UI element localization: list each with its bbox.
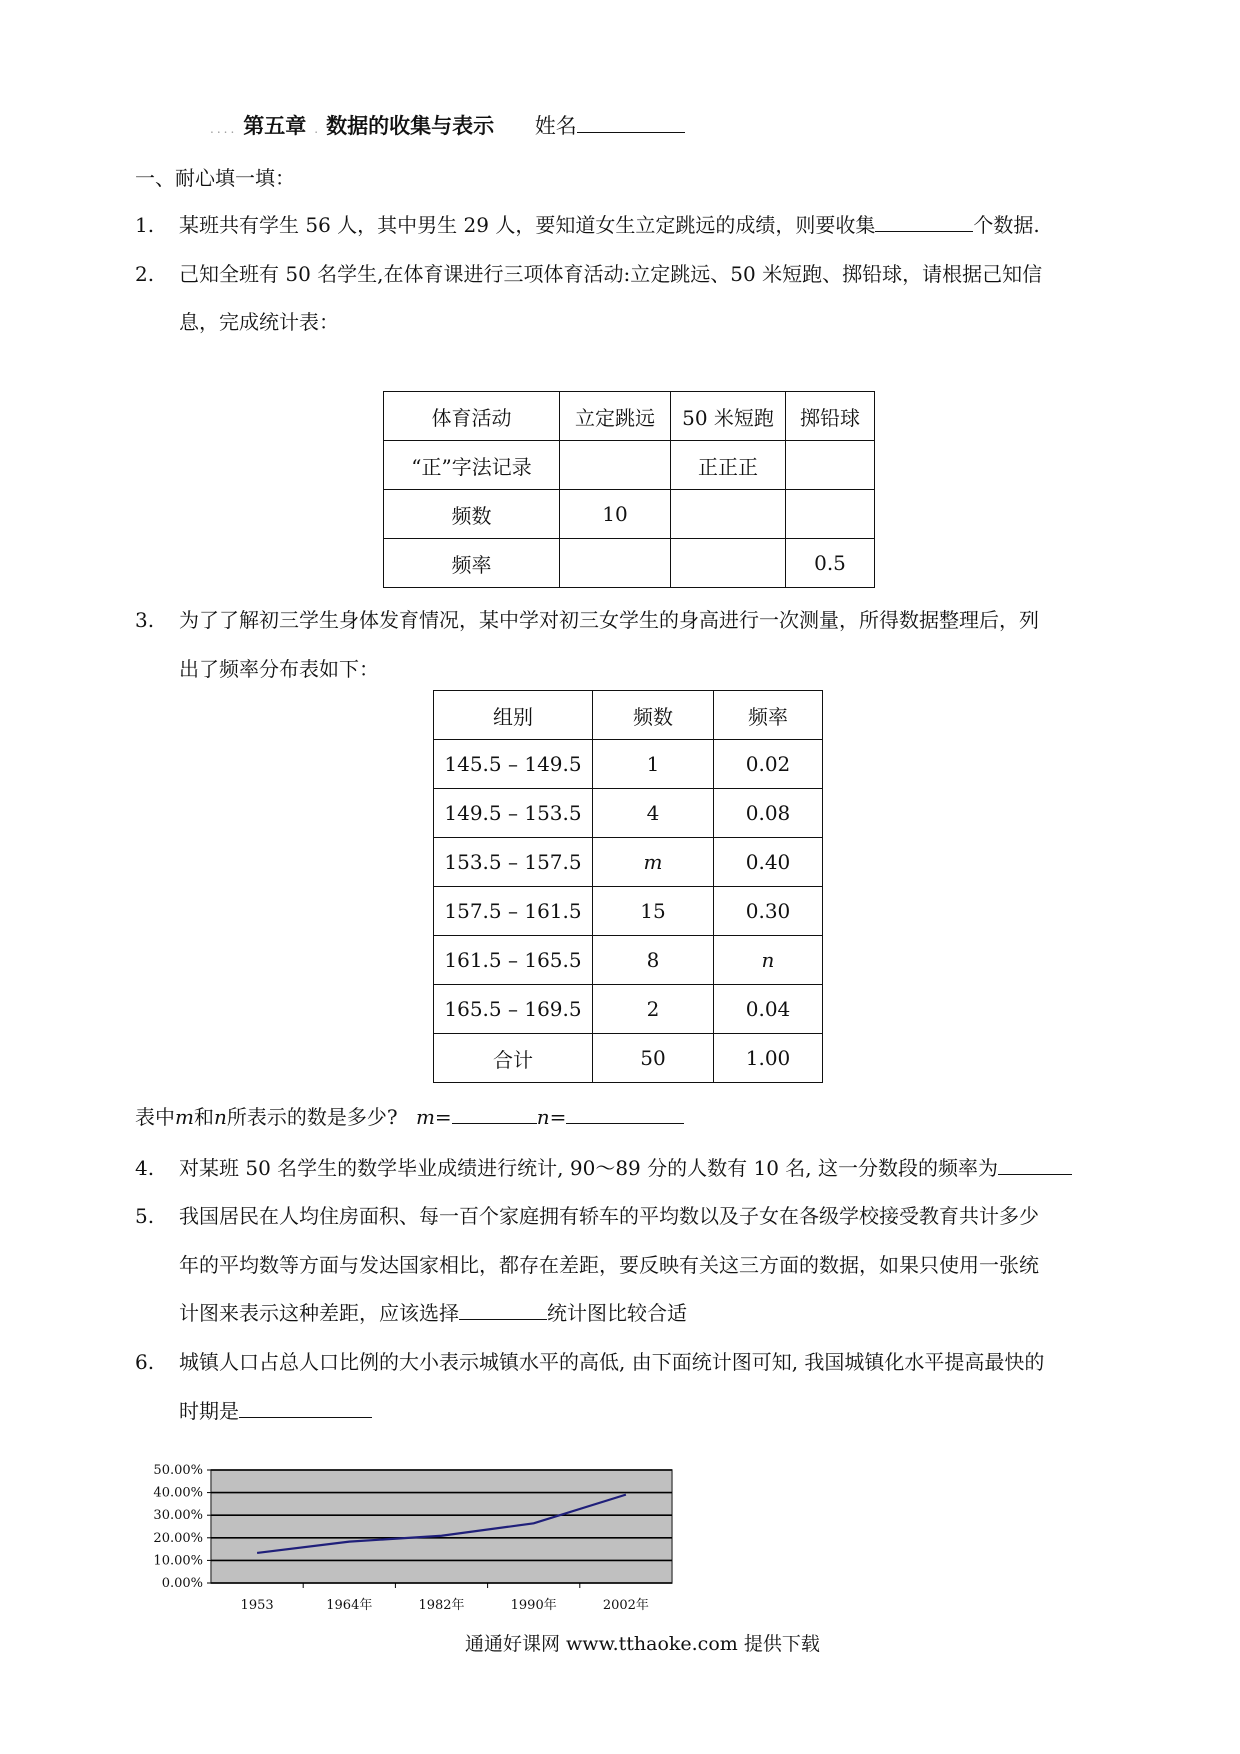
title-dots: .... (210, 122, 238, 136)
chapter-label: 第五章 (243, 114, 307, 138)
question-3-line2: 出了频率分布表如下： (179, 657, 379, 681)
answer-blank-n[interactable] (566, 1103, 684, 1124)
question-number: 2. (135, 262, 155, 286)
table-cell: 149.5 – 153.5 (434, 789, 593, 838)
chapter-topic: 数据的收集与表示 (326, 114, 495, 138)
answer-blank[interactable] (239, 1397, 372, 1418)
question-1 (135, 209, 1040, 238)
question-text: 统计图比较合适 (547, 1301, 687, 1325)
y-tick-label: 20.00% (153, 1530, 203, 1546)
footer-text: 通通好课网 www.tthaoke.com 提供下载 (465, 1633, 820, 1655)
question-5 (135, 1200, 1039, 1229)
question-text: 城镇人口占总人口比例的大小表示城镇水平的高低, 由下面统计图可知, 我国城镇化水平提高最快的 (179, 1350, 1045, 1374)
table-header-cell: 频数 (593, 691, 714, 740)
var-m: m (175, 1105, 194, 1129)
equals-sign: = (549, 1105, 567, 1129)
table-cell: 50 (593, 1034, 714, 1083)
table-cell: 0.02 (714, 740, 823, 789)
table-header-cell: 立定跳远 (560, 392, 671, 441)
table-header-cell: 掷铅球 (786, 392, 875, 441)
question-2-line2: 息，完成统计表： (179, 310, 339, 334)
table-header-cell: 50 米短跑 (671, 392, 786, 441)
table-cell: 161.5 – 165.5 (434, 936, 593, 985)
question-number: 6. (135, 1350, 155, 1374)
plot-area (211, 1470, 672, 1583)
table-cell: 频数 (384, 490, 560, 539)
table-cell: 4 (593, 789, 714, 838)
x-tick-label: 1964年 (326, 1598, 373, 1613)
y-tick-label: 0.00% (161, 1576, 203, 1591)
table-header-cell: 组别 (434, 691, 593, 740)
question-number: 4. (135, 1156, 155, 1180)
answer-blank[interactable] (459, 1299, 547, 1320)
var-n: n (213, 1105, 227, 1129)
question-text: 对某班 50 名学生的数学毕业成绩进行统计, 90～89 分的人数有 10 名, 这一分数段的频率为 (179, 1156, 999, 1180)
table-cell: 正正正 (671, 441, 786, 490)
followup-text: 所表示的数是多少? (226, 1105, 398, 1129)
table-cell[interactable] (671, 490, 786, 539)
equals-sign: = (434, 1105, 452, 1129)
name-blank[interactable] (577, 112, 685, 133)
name-label: 姓名 (534, 114, 577, 138)
question-text: 为了了解初三学生身体发育情况，某中学对初三女学生的身高进行一次测量，所得数据整理后，列 (179, 608, 1039, 632)
table-cell[interactable] (560, 539, 671, 588)
var-n: n (536, 1105, 550, 1129)
question-5-line2: 年的平均数等方面与发达国家相比，都存在差距，要反映有关这三方面的数据，如果只使用一张统 (179, 1253, 1039, 1277)
y-tick-label: 40.00% (153, 1485, 203, 1501)
table-cell: 1.00 (714, 1034, 823, 1083)
activity-table (383, 391, 875, 588)
question-5-line3 (179, 1297, 687, 1326)
table-cell: m (593, 838, 714, 887)
table-cell: 153.5 – 157.5 (434, 838, 593, 887)
question-4 (135, 1152, 1072, 1181)
table-cell: 合计 (434, 1034, 593, 1083)
question-text: 己知全班有 50 名学生,在体育课进行三项体育活动:立定跳远、50 米短跑、掷铅球，请根据己知信 (179, 262, 1043, 286)
table-header-cell: 频率 (714, 691, 823, 740)
question-text: 计图来表示这种差距，应该选择 (179, 1301, 459, 1325)
table-cell: 10 (560, 490, 671, 539)
title-mid-dot: . (314, 122, 319, 136)
table-cell: 145.5 – 149.5 (434, 740, 593, 789)
x-tick-label: 1982年 (418, 1598, 465, 1613)
x-tick-label: 1953 (240, 1598, 274, 1613)
table-cell: 0.04 (714, 985, 823, 1034)
answer-blank[interactable] (998, 1154, 1072, 1175)
question-number: 5. (135, 1204, 155, 1228)
section-heading: 一、耐心填一填： (135, 166, 295, 190)
question-number: 3. (135, 608, 155, 632)
table-header-cell: 体育活动 (384, 392, 560, 441)
frequency-table (433, 690, 823, 1083)
question-2 (135, 258, 1042, 287)
question-3 (135, 604, 1039, 633)
table-cell: “正”字法记录 (384, 441, 560, 490)
y-tick-label: 10.00% (153, 1553, 203, 1569)
table-cell: 157.5 – 161.5 (434, 887, 593, 936)
var-m: m (415, 1105, 435, 1129)
urbanization-line-chart (130, 1455, 690, 1625)
table-cell: 8 (593, 936, 714, 985)
table-cell[interactable] (786, 441, 875, 490)
table-cell: 15 (593, 887, 714, 936)
table-cell: 0.30 (714, 887, 823, 936)
table-cell[interactable] (671, 539, 786, 588)
table-cell: n (714, 936, 823, 985)
table-cell: 1 (593, 740, 714, 789)
table-cell[interactable] (560, 441, 671, 490)
question-6 (135, 1346, 1044, 1375)
table-cell: 频率 (384, 539, 560, 588)
question-text: 时期是 (179, 1399, 239, 1423)
table-cell: 0.08 (714, 789, 823, 838)
followup-text: 表中 (135, 1105, 175, 1129)
table-cell: 0.5 (786, 539, 875, 588)
question-6-line2 (179, 1395, 372, 1424)
followup-text: 和 (193, 1105, 214, 1129)
table-cell[interactable] (786, 490, 875, 539)
answer-blank-m[interactable] (452, 1103, 537, 1124)
x-tick-label: 2002年 (602, 1598, 649, 1613)
table-cell: 165.5 – 169.5 (434, 985, 593, 1034)
question-number: 1. (135, 213, 155, 237)
question-text: 个数据. (973, 213, 1040, 237)
page-title (210, 110, 685, 140)
y-tick-label: 30.00% (153, 1508, 203, 1524)
y-tick-label: 50.00% (153, 1463, 203, 1478)
x-tick-label: 1990年 (510, 1598, 557, 1613)
table-cell: 0.40 (714, 838, 823, 887)
question-3-followup (135, 1101, 684, 1130)
table-cell: 2 (593, 985, 714, 1034)
question-text: 某班共有学生 56 人，其中男生 29 人，要知道女生立定跳远的成绩，则要收集 (179, 213, 876, 237)
question-text: 我国居民在人均住房面积、每一百个家庭拥有轿车的平均数以及子女在各级学校接受教育共计多少 (179, 1204, 1039, 1228)
answer-blank[interactable] (875, 211, 973, 232)
